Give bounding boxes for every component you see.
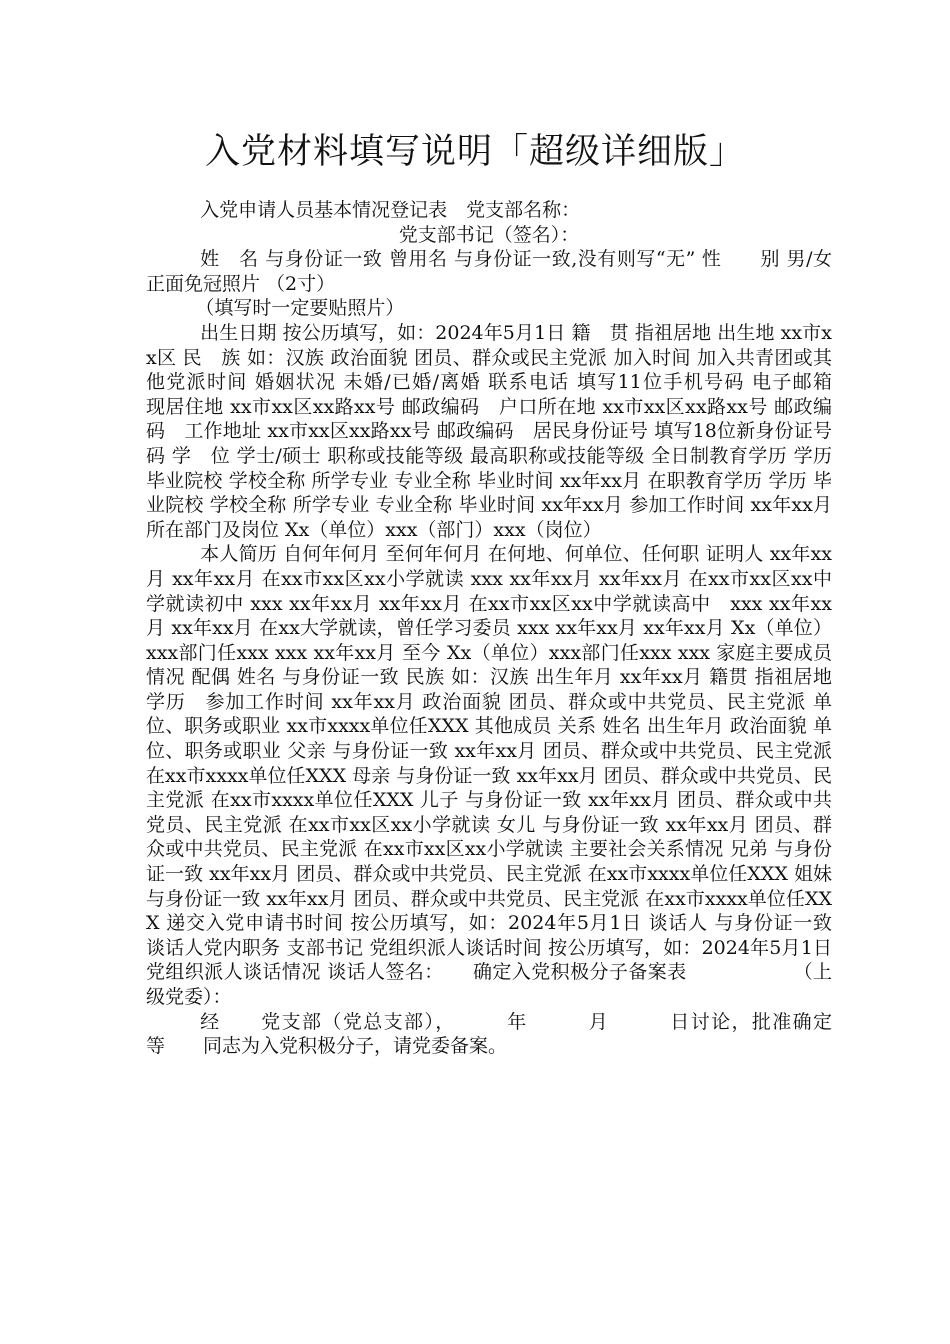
photo-note-line: （填写时一定要贴照片） [195,297,405,320]
form-header-line: 入党申请人员基本情况登记表 党支部名称： [200,199,581,221]
basic-info-paragraph: 出生日期 按公历填写，如：2024年5月1日 籍 贯 指祖居地 出生地 xx市xx区 民 族 如：汉族 政治面貌 团员、群众或民主党派 加入时间 加入共青团或其他党派时间 婚姻状况 未婚/已婚/离婚 联系电话 填写11位手机号码 电子邮箱 现居住地 xx市xx区xx路xx号 邮政编码 户口所在地 xx市xx区xx路xx号 邮政编码 工作地址 xx市xx区xx路xx号 邮政编码 居民身份证号 填写18位新身份证号码 学 位 学士/硕士 职称或技能等级 最高职称或技能等级 全日制教育学历 学历 毕业院校 学校全称 所学专业 专业全称 毕业时间 xx年xx月 在职教育学历 学历 毕业院校 学校全称 所学专业 专业全称 毕业时间 xx年xx月 参加工作时间 xx年xx月 所在部门及岗位 Xx（单位）xxx（部门）xxx（岗位） [146,321,871,541]
approval-paragraph: 经 党支部（党总支部）， 年 月 日讨论，批准确定 等 同志为入党积极分子，请党委备案。 [146,1010,871,1058]
secretary-signature-line: 党支部书记（签名）： [398,223,580,246]
resume-family-paragraph: 本人简历 自何年何月 至何年何月 在何地、何单位、任何职 证明人 xx年xx月 xx年xx月 在xx市xx区xx小学就读 xxx xx年xx月 xx年xx月 在xx市xx区xx中学就读初中 xxx xx年xx月 xx年xx月 在xx市xx区xx中学就读高中 xxx xx年xx月 xx年xx月 在xx大学就读，曾任学习委员 xxx xx年xx月 xx年xx月 Xx（单位）xxx部门任xxx xxx xx年xx月 至今 Xx（单位）xxx部门任xxx xxx 家庭主要成员情况 配偶 姓名 与身份证一致 民族 如：汉族 出生年月 xx年xx月 籍贯 指祖居地 学历 参加工作时间 xx年xx月 政治面貌 团员、群众或中共党员、民主党派 单位、职务或职业 xx市xxxx单位任XXX 其他成员 关系 姓名 出生年月 政治面貌 单位、职务或职业 父亲 与身份证一致 xx年xx月 团员、群众或中共党员、民主党派 在xx市xxxx单位任XXX 母亲 与身份证一致 xx年xx月 团员、群众或中共党员、民主党派 在xx市xxxx单位任XXX 儿子 与身份证一致 xx年xx月 团员、群众或中共党员、民主党派 在xx市xx区xx小学就读 女儿 与身份证一致 xx年xx月 团员、群众或中共党员、民主党派 在xx市xx区xx小学就读 主要社会关系情况 兄弟 与身份证一致 xx年xx月 团员、群众或中共党员、民主党派 在xx市xxxx单位任XXX 姐妹 与身份证一致 xx年xx月 团员、群众或中共党员、民主党派 在xx市xxxx单位任XXX 递交入党申请书时间 按公历填写，如：2024年5月1日 谈话人 与身份证一致 谈话人党内职务 支部书记 党组织派人谈话时间 按公历填写，如：2024年5月1日 党组织派人谈话情况 谈话人签名： 确定入党积极分子备案表 （上级党委）： [146,543,832,1008]
document-title: 入党材料填写说明「超级详细版」 [204,132,745,172]
document-body [146,198,871,1059]
name-gender-line: 姓 名 与身份证一致 曾用名 与身份证一致,没有则写“无” 性 别 男/女 正面免冠照片 （2寸） [146,248,832,295]
